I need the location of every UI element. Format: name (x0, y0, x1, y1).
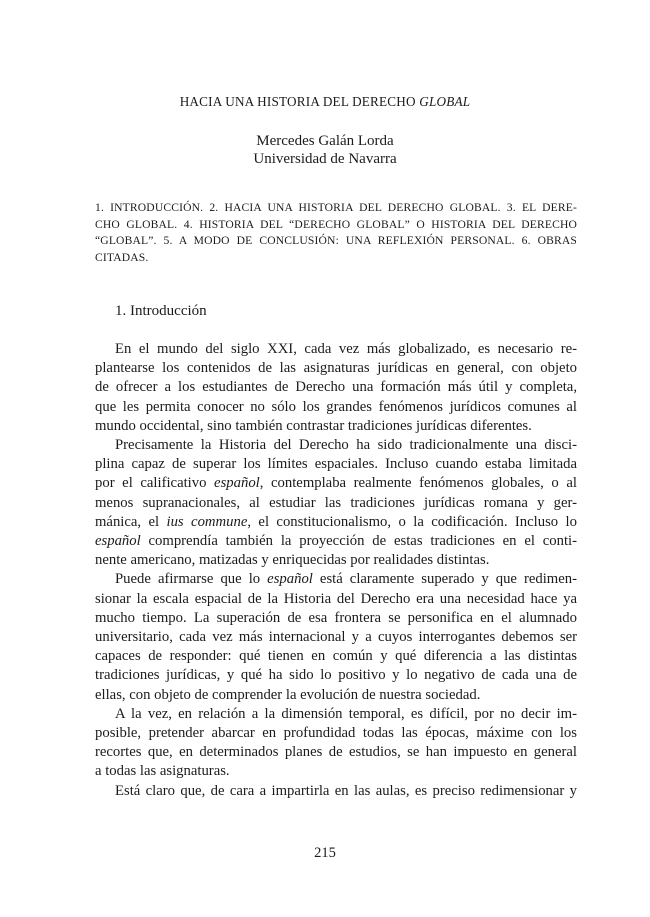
paragraph-line (95, 570, 577, 589)
italic-term: español (214, 475, 260, 492)
paragraph-line (95, 782, 577, 801)
article-title-text: HACIA UNA HISTORIA DEL DERECHO (179, 94, 420, 109)
text-run: plina capaz de superar los límites espaciales. Incluso cuando estaba limitada (95, 456, 577, 473)
text-run: ellas, con objeto de comprender la evolución de nuestra sociedad. (95, 686, 481, 703)
text-run: mucho tiempo. La superación de esa frontera se personifica en el alumnado (95, 609, 577, 626)
paragraph-line (95, 436, 577, 455)
text-run: mundo occidental, sino también contrastar tradiciones jurídicas diferentes. (95, 417, 532, 434)
text-run: a todas las asignaturas. (95, 763, 230, 780)
text-run: sionar la escala espacial de la Historia del Derecho era una necesidad hace ya (95, 590, 577, 607)
paragraph-line (95, 705, 577, 724)
toc-line: “GLOBAL”. 5. A MODO DE CONCLUSIÓN: UNA REFLEXIÓN PERSONAL. 6. OBRAS (95, 234, 577, 248)
toc-line: CITADAS. (95, 250, 149, 264)
paragraph-line (95, 743, 577, 762)
paragraph-line (95, 417, 577, 436)
paragraph-line (95, 590, 577, 609)
author-name: Mercedes Galán Lorda (256, 133, 394, 149)
author-affiliation: Universidad de Navarra (253, 151, 397, 167)
paragraph (95, 436, 577, 570)
toc-line: CHO GLOBAL. 4. HISTORIA DEL “DERECHO GLOBAL” O HISTORIA DEL DERECHO (95, 217, 577, 231)
paragraph-line (95, 340, 577, 359)
text-run: capaces de responder: qué tienen en común y qué diferencia a las distintas (95, 648, 577, 665)
paragraph-line (95, 609, 577, 628)
paragraph-line (95, 359, 577, 378)
paragraph-line (95, 762, 577, 781)
paragraph (95, 340, 577, 436)
text-run: está claramente superado y que redimen- (312, 571, 577, 588)
text-run: , el constitucionalismo, o la codificación. Incluso lo (247, 513, 577, 530)
text-run: En el mundo del siglo XXI, cada vez más globalizado, es necesario re- (115, 341, 577, 357)
body-text (95, 340, 577, 801)
text-run: , contemplaba realmente fenómenos globales, o al (259, 475, 577, 492)
text-run: Está claro que, de cara a impartirla en las aulas, es preciso redimensionar y (115, 782, 577, 799)
text-run: A la vez, en relación a la dimensión temporal, es difícil, por no decir im- (115, 705, 577, 722)
paragraph-line (95, 647, 577, 666)
paragraph-line (95, 494, 577, 513)
toc-line: 1. INTRODUCCIÓN. 2. HACIA UNA HISTORIA DEL DERECHO GLOBAL. 3. EL DERE- (95, 201, 577, 214)
text-run: posible, pretender abarcar en profundidad todas las épocas, máxime con los (95, 725, 577, 742)
text-run: que les permita conocer no sólo los grandes fenómenos jurídicos comunes al (95, 398, 577, 415)
text-run: Puede afirmarse que lo (115, 571, 268, 588)
paragraph (95, 782, 577, 801)
text-run: recortes que, en determinados planes de estudios, se han impuesto en general (95, 744, 577, 761)
text-run: plantearse los contenidos de las asignaturas jurídicas en general, con objeto (95, 360, 577, 377)
paragraph-line (95, 455, 577, 474)
paragraph-line (95, 724, 577, 743)
paragraph (95, 705, 577, 782)
text-run: Precisamente la Historia del Derecho ha sido tradicionalmente una disci- (115, 437, 577, 454)
paragraph-line (95, 628, 577, 647)
article-title (0, 94, 650, 110)
paragraph-line (95, 474, 577, 493)
text-run: tradiciones jurídicas, y qué ha sido lo positivo y lo negativo de cada una de (95, 667, 577, 684)
paragraph-line (95, 666, 577, 685)
italic-term: español (267, 571, 313, 588)
paragraph-line (95, 378, 577, 397)
paragraph-line (95, 398, 577, 417)
text-run: por el calificativo (95, 475, 215, 492)
table-of-contents (95, 200, 577, 266)
text-run: de ofrecer a los estudiantes de Derecho una formación más útil y completa, (95, 379, 577, 396)
text-run: comprendía también la proyección de estas tradiciones en el conti- (140, 533, 577, 550)
page-number: 215 (314, 845, 336, 861)
text-run: mánica, el (95, 513, 167, 530)
article-title-italic: GLOBAL (419, 94, 471, 109)
paragraph-line (95, 551, 577, 570)
italic-term: ius commune (166, 513, 248, 530)
paragraph-line (95, 686, 577, 705)
paragraph-line (95, 513, 577, 532)
text-run: universitario, cada vez más internacional y a cuyos interrogantes debemos ser (95, 629, 577, 646)
italic-term: español (95, 533, 141, 550)
paragraph (95, 570, 577, 704)
text-run: nente americano, matizadas y enriquecidas por realidades distintas. (95, 552, 490, 569)
section-heading: 1. Introducción (115, 303, 207, 319)
text-run: menos supranacionales, al estudiar las tradiciones jurídicas romana y ger- (95, 494, 577, 511)
paragraph-line (95, 532, 577, 551)
